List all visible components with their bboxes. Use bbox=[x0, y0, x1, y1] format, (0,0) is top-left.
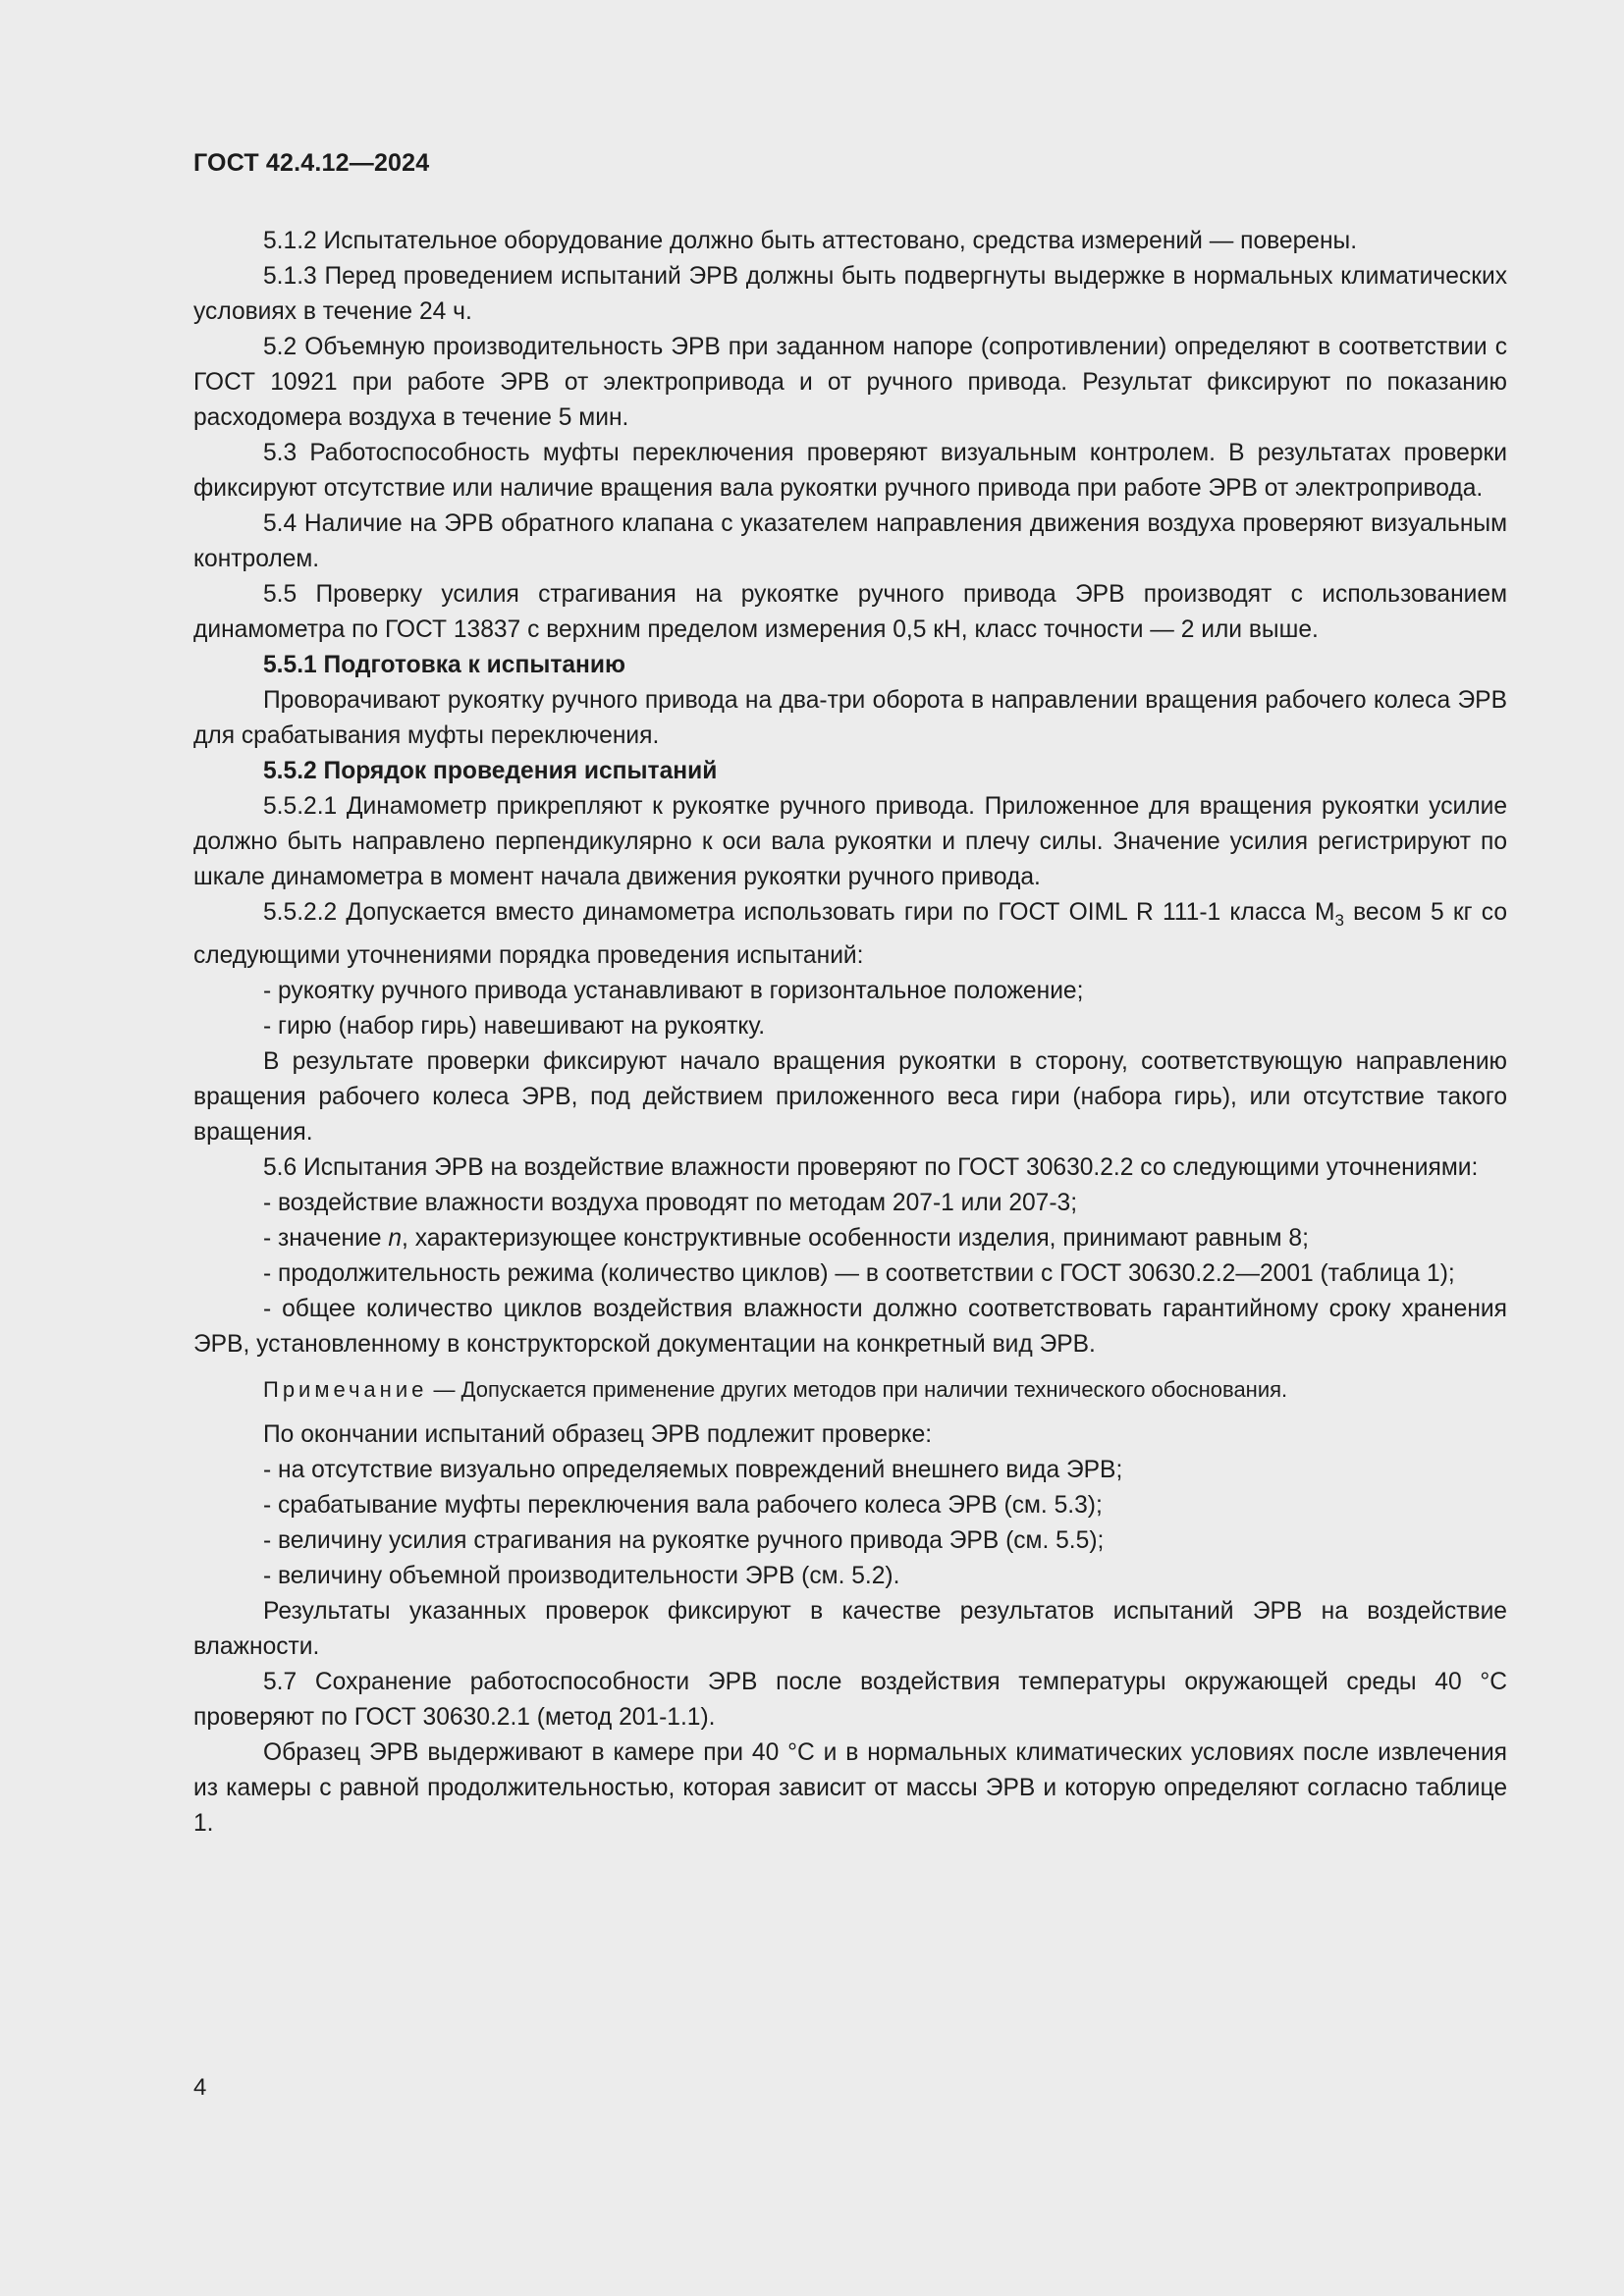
paragraph-5-5-2-1: 5.5.2.1 Динамометр прикрепляют к рукоятке ручного привода. Приложенное для вращения рукоятки усилие должно быть направлено перпендикулярно к оси вала рукоятки и плечу силы. Значение усилия регистрируют по шкале динамометра в момент начала движения рукоятки ручного привода. bbox=[193, 793, 1507, 890]
list-item: - рукоятку ручного привода устанавливают в горизонтальное положение; bbox=[263, 978, 1084, 1004]
paragraph-result-rotation: В результате проверки фиксируют начало вращения рукоятки в сторону, соответствующую направлению вращения рабочего колеса ЭРВ, под действием приложенного веса гири (набора гирь), или отсутствие такого вращения. bbox=[193, 1048, 1507, 1146]
note-text: — Допускается применение других методов при наличии технического обоснования. bbox=[427, 1377, 1288, 1402]
paragraph-5-5-2-2 bbox=[193, 895, 1507, 974]
list-item: - величину усилия страгивания на рукоятке ручного привода ЭРВ (см. 5.5); bbox=[263, 1527, 1105, 1554]
paragraph-5-7: 5.7 Сохранение работоспособности ЭРВ после воздействия температуры окружающей среды 40 °C проверяют по ГОСТ 30630.2.1 (метод 201-1.1). bbox=[193, 1669, 1507, 1731]
paragraph-results-humidity: Результаты указанных проверок фиксируют в качестве результатов испытаний ЭРВ на воздействие влажности. bbox=[193, 1598, 1507, 1660]
paragraph-5-5-1-text: Проворачивают рукоятку ручного привода на два-три оборота в направлении вращения рабочего колеса ЭРВ для срабатывания муфты переключения. bbox=[193, 687, 1507, 749]
document-body bbox=[193, 224, 1507, 1842]
list-item-end: , характеризующее конструктивные особенности изделия, принимают равным 8; bbox=[402, 1225, 1309, 1252]
paragraph-5-5-2-2-start: 5.5.2.2 Допускается вместо динамометра использовать гири по ГОСТ OIML R 111-1 класса M bbox=[263, 899, 1335, 926]
paragraph-5-5-2-2-end: весом 5 кг со следующими уточнениями порядка проведения испытаний: bbox=[193, 899, 1507, 969]
paragraph-after-test: По окончании испытаний образец ЭРВ подлежит проверке: bbox=[263, 1421, 933, 1448]
list-item: - воздействие влажности воздуха проводят по методам 207-1 или 207-3; bbox=[263, 1190, 1078, 1216]
list-item: - срабатывание муфты переключения вала рабочего колеса ЭРВ (см. 5.3); bbox=[263, 1492, 1103, 1519]
paragraph-5-2: 5.2 Объемную производительность ЭРВ при заданном напоре (сопротивлении) определяют в соответствии с ГОСТ 10921 при работе ЭРВ от электропривода и от ручного привода. Результат фиксируют по показанию расходомера воздуха в течение 5 мин. bbox=[193, 334, 1507, 431]
note-label: Примечание bbox=[263, 1377, 428, 1402]
paragraph-sample-exposure: Образец ЭРВ выдерживают в камере при 40 °C и в нормальных климатических условиях после извлечения из камеры с равной продолжительностью, которая зависит от массы ЭРВ и которую определяют согласно таблице 1. bbox=[193, 1739, 1507, 1837]
list-item: - продолжительность режима (количество циклов) — в соответствии с ГОСТ 30630.2.2—2001 (таблица 1); bbox=[263, 1260, 1455, 1287]
list-item: - величину объемной производительности ЭРВ (см. 5.2). bbox=[263, 1563, 900, 1589]
heading-5-5-1: 5.5.1 Подготовка к испытанию bbox=[263, 652, 626, 678]
paragraph-5-1-3: 5.1.3 Перед проведением испытаний ЭРВ должны быть подвергнуты выдержке в нормальных климатических условиях в течение 24 ч. bbox=[193, 263, 1507, 325]
variable-n: n bbox=[388, 1225, 403, 1252]
paragraph-5-4: 5.4 Наличие на ЭРВ обратного клапана с указателем направления движения воздуха проверяют визуальным контролем. bbox=[193, 510, 1507, 572]
page-number: 4 bbox=[193, 2074, 207, 2101]
document-code-header: ГОСТ 42.4.12—2024 bbox=[193, 149, 430, 177]
note bbox=[193, 1374, 1507, 1406]
list-item: - общее количество циклов воздействия влажности должно соответствовать гарантийному сроку хранения ЭРВ, установленному в конструкторской документации на конкретный вид ЭРВ. bbox=[193, 1296, 1507, 1358]
paragraph-5-1-2: 5.1.2 Испытательное оборудование должно быть аттестовано, средства измерений — поверены. bbox=[263, 228, 1358, 254]
list-item: - на отсутствие визуально определяемых повреждений внешнего вида ЭРВ; bbox=[263, 1457, 1123, 1483]
heading-5-5-2: 5.5.2 Порядок проведения испытаний bbox=[263, 758, 718, 784]
list-item bbox=[193, 1221, 1507, 1256]
list-item: - гирю (набор гирь) навешивают на рукоятку. bbox=[263, 1013, 766, 1040]
class-subscript: 3 bbox=[1334, 911, 1344, 930]
paragraph-5-6: 5.6 Испытания ЭРВ на воздействие влажности проверяют по ГОСТ 30630.2.2 со следующими уточнениями: bbox=[263, 1154, 1479, 1181]
paragraph-5-3: 5.3 Работоспособность муфты переключения проверяют визуальным контролем. В результатах проверки фиксируют отсутствие или наличие вращения вала рукоятки ручного привода при работе ЭРВ от электропривода. bbox=[193, 440, 1507, 502]
paragraph-5-5: 5.5 Проверку усилия страгивания на рукоятке ручного привода ЭРВ производят с использованием динамометра по ГОСТ 13837 с верхним пределом измерения 0,5 кН, класс точности — 2 или выше. bbox=[193, 581, 1507, 643]
list-item-start: - значение bbox=[263, 1225, 389, 1252]
